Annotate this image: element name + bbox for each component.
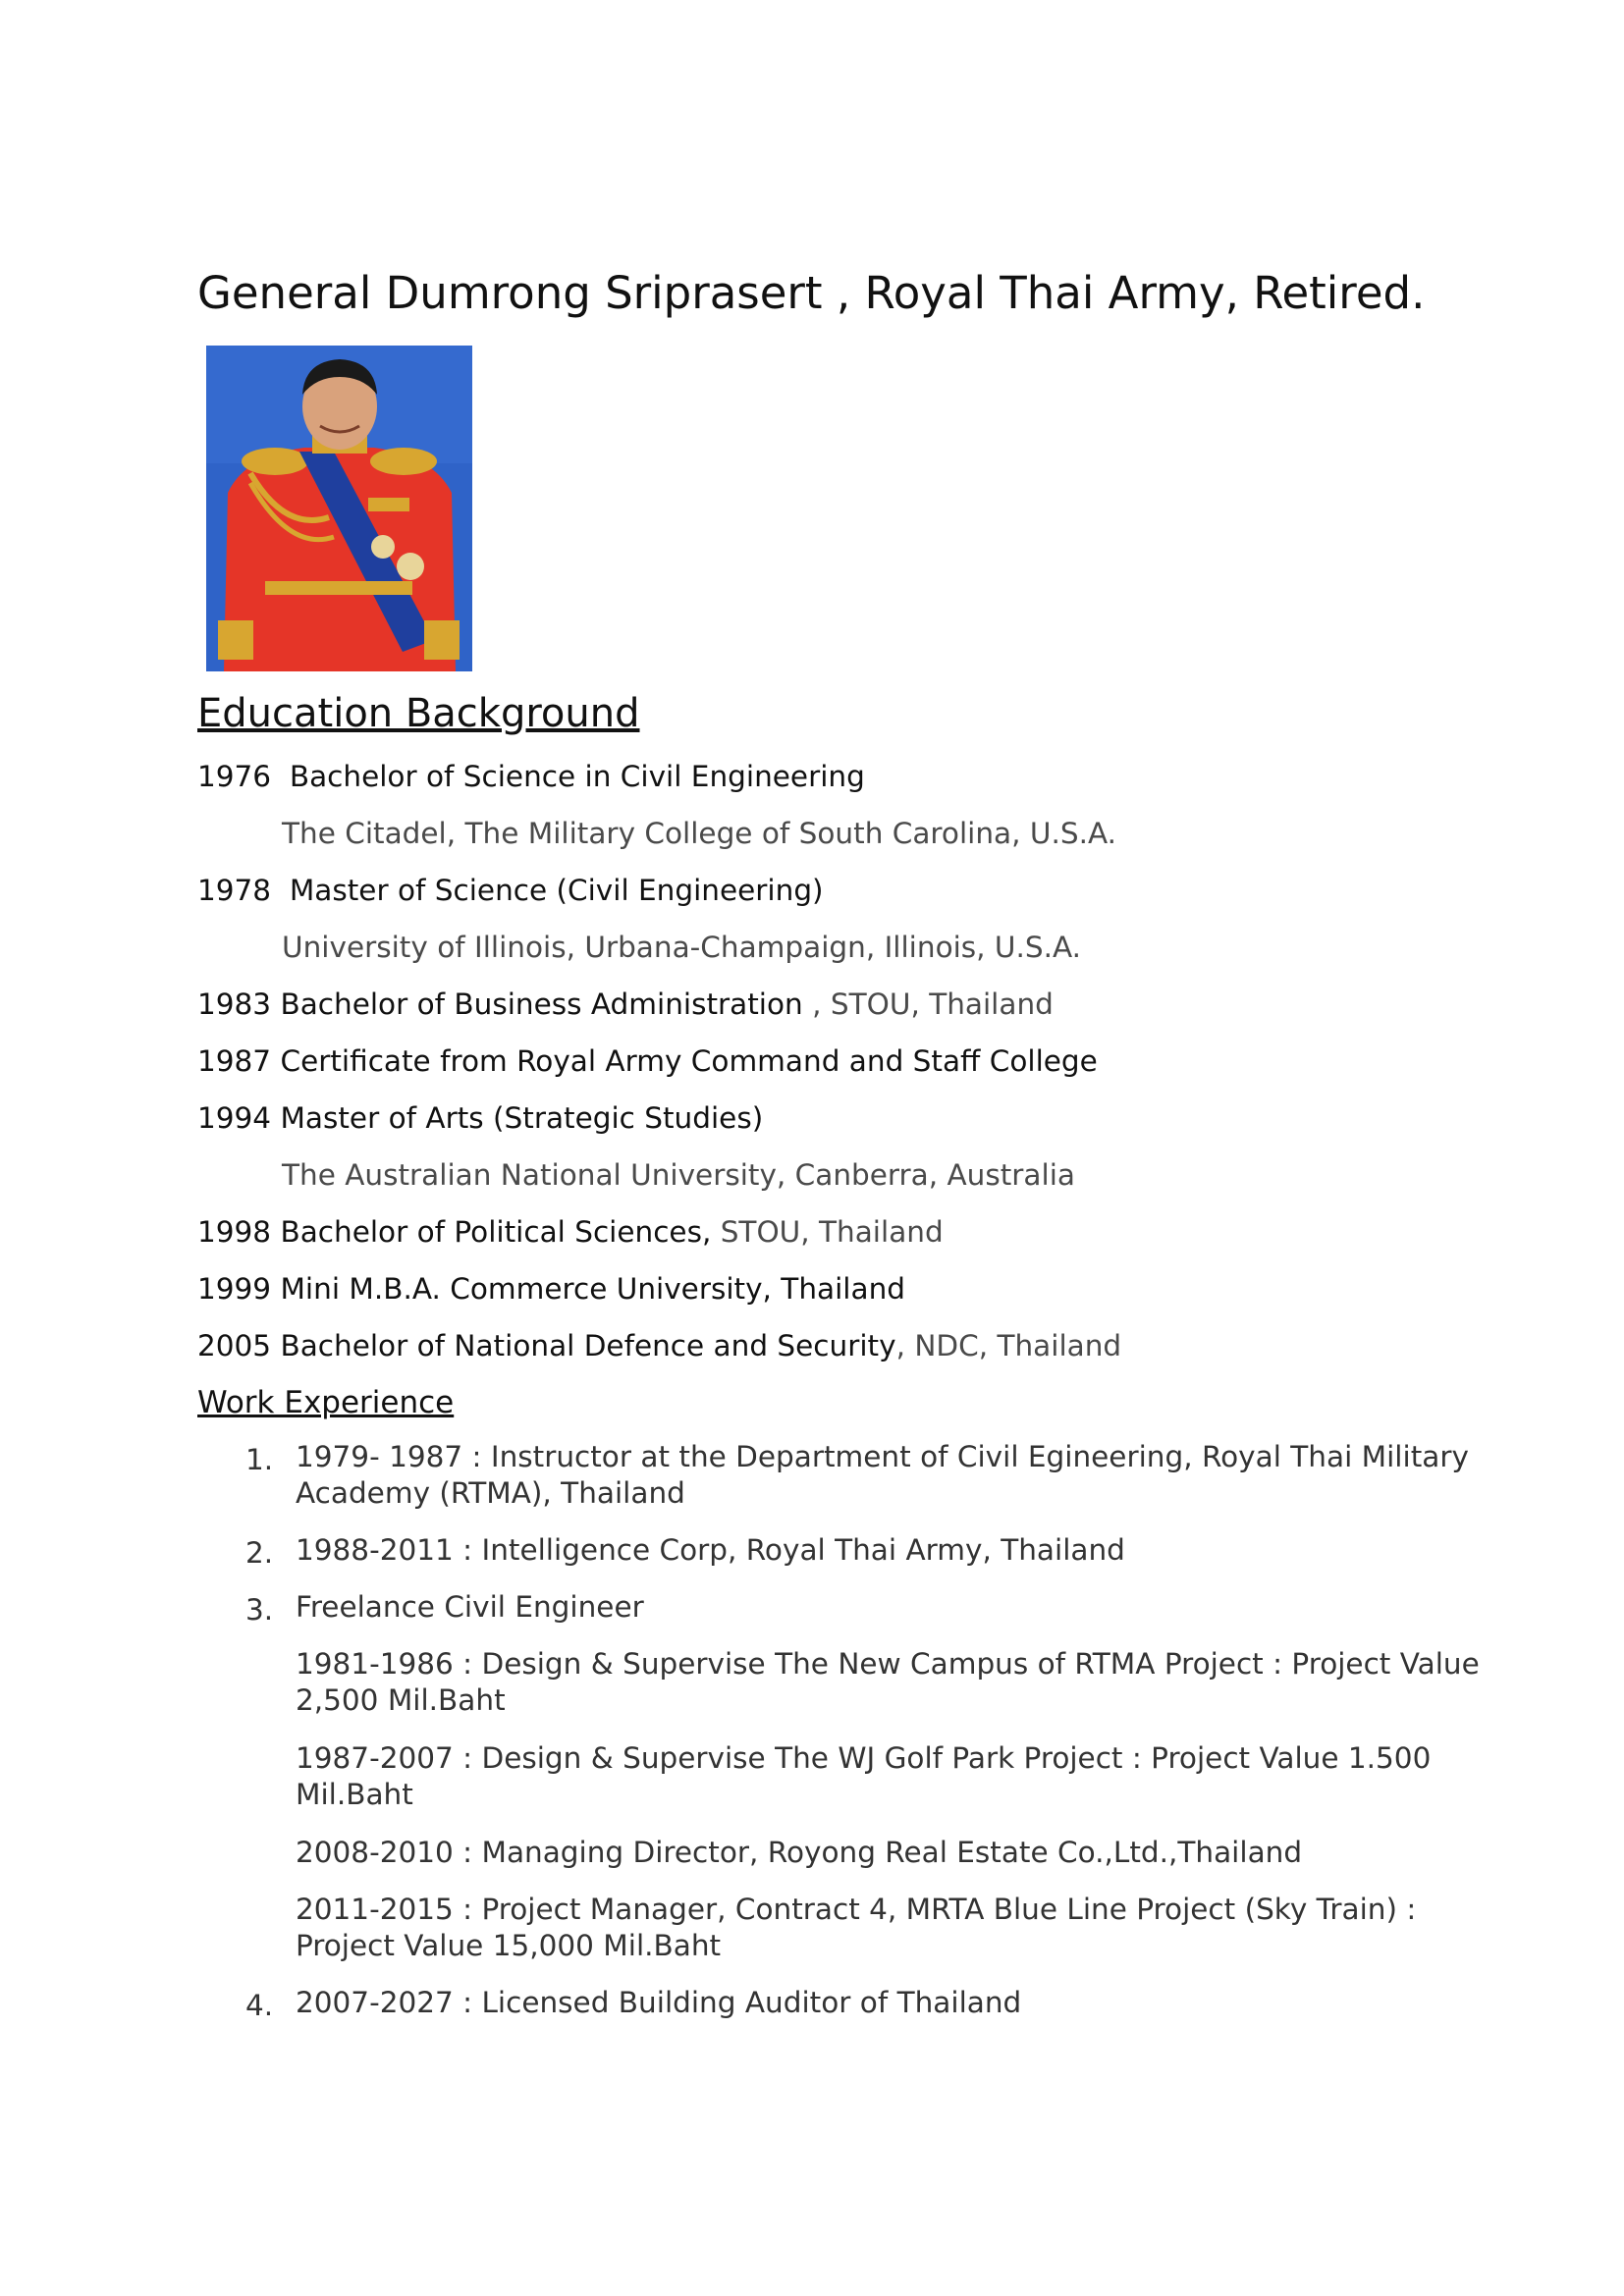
education-item (197, 1044, 1098, 1078)
education-degree: Master of Arts (Strategic Studies) (280, 1101, 764, 1135)
education-degree: Bachelor of Business Administration (280, 988, 803, 1021)
education-item (197, 1215, 944, 1249)
education-item (197, 1272, 905, 1306)
work-subitem-text: 2011-2015 : Project Manager, Contract 4, MRTA Blue Line Project (Sky Train) : Project Value 15,000 Mil.Baht (296, 1893, 1417, 1962)
education-degree: Certificate from Royal Army Command and Staff College (280, 1044, 1098, 1078)
education-year: 1998 (197, 1215, 272, 1249)
education-degree: Bachelor of National Defence and Security (280, 1329, 896, 1362)
education-suffix: , STOU, Thailand (802, 988, 1054, 1021)
work-subitem-text: 1981-1986 : Design & Supervise The New Campus of RTMA Project : Project Value 2,500 Mil.Baht (296, 1647, 1480, 1717)
education-item (197, 1329, 1121, 1362)
education-year: 1983 (197, 988, 272, 1021)
work-item-number: 2. (245, 1536, 274, 1570)
education-suffix: , NDC, Thailand (895, 1329, 1122, 1362)
education-degree: Master of Science (Civil Engineering) (289, 874, 824, 907)
education-suffix: STOU, Thailand (711, 1215, 944, 1249)
work-experience-heading: Work Experience (197, 1385, 455, 1420)
education-school: The Citadel, The Military College of South Carolina, U.S.A. (282, 817, 1116, 850)
work-item-number: 4. (245, 1989, 274, 2022)
education-item (197, 760, 865, 793)
education-school: University of Illinois, Urbana-Champaign, Illinois, U.S.A. (282, 931, 1082, 964)
education-year: 1978 (197, 874, 272, 907)
work-item-number: 1. (245, 1443, 274, 1476)
education-school: The Australian National University, Canberra, Australia (282, 1158, 1075, 1192)
education-degree: Bachelor of Political Sciences, (280, 1215, 712, 1249)
education-year: 1994 (197, 1101, 272, 1135)
education-degree: Bachelor of Science in Civil Engineering (289, 760, 865, 793)
education-year: 1987 (197, 1044, 272, 1078)
page-title: General Dumrong Sriprasert , Royal Thai Army, Retired. (197, 267, 1426, 319)
education-item (197, 1101, 763, 1135)
education-item (197, 988, 1054, 1021)
education-heading: Education Background (197, 691, 640, 736)
work-item-text: 1988-2011 : Intelligence Corp, Royal Thai Army, Thailand (296, 1533, 1125, 1567)
education-year: 1999 (197, 1272, 272, 1306)
education-degree: Mini M.B.A. Commerce University, Thailand (280, 1272, 905, 1306)
work-item-text: Freelance Civil Engineer (296, 1590, 644, 1624)
work-item-number: 3. (245, 1593, 274, 1627)
work-item-text: 1979- 1987 : Instructor at the Department of Civil Egineering, Royal Thai Military Academy (RTMA), Thailand (296, 1440, 1469, 1510)
work-subitem-text: 2008-2010 : Managing Director, Royong Real Estate Co.,Ltd.,Thailand (296, 1836, 1303, 1869)
education-year: 2005 (197, 1329, 272, 1362)
education-year: 1976 (197, 760, 272, 793)
work-item-text: 2007-2027 : Licensed Building Auditor of Thailand (296, 1986, 1022, 2019)
education-item (197, 874, 824, 907)
portrait-photo-icon (206, 346, 472, 671)
work-subitem-text: 1987-2007 : Design & Supervise The WJ Golf Park Project : Project Value 1.500 Mil.Baht (296, 1741, 1432, 1811)
